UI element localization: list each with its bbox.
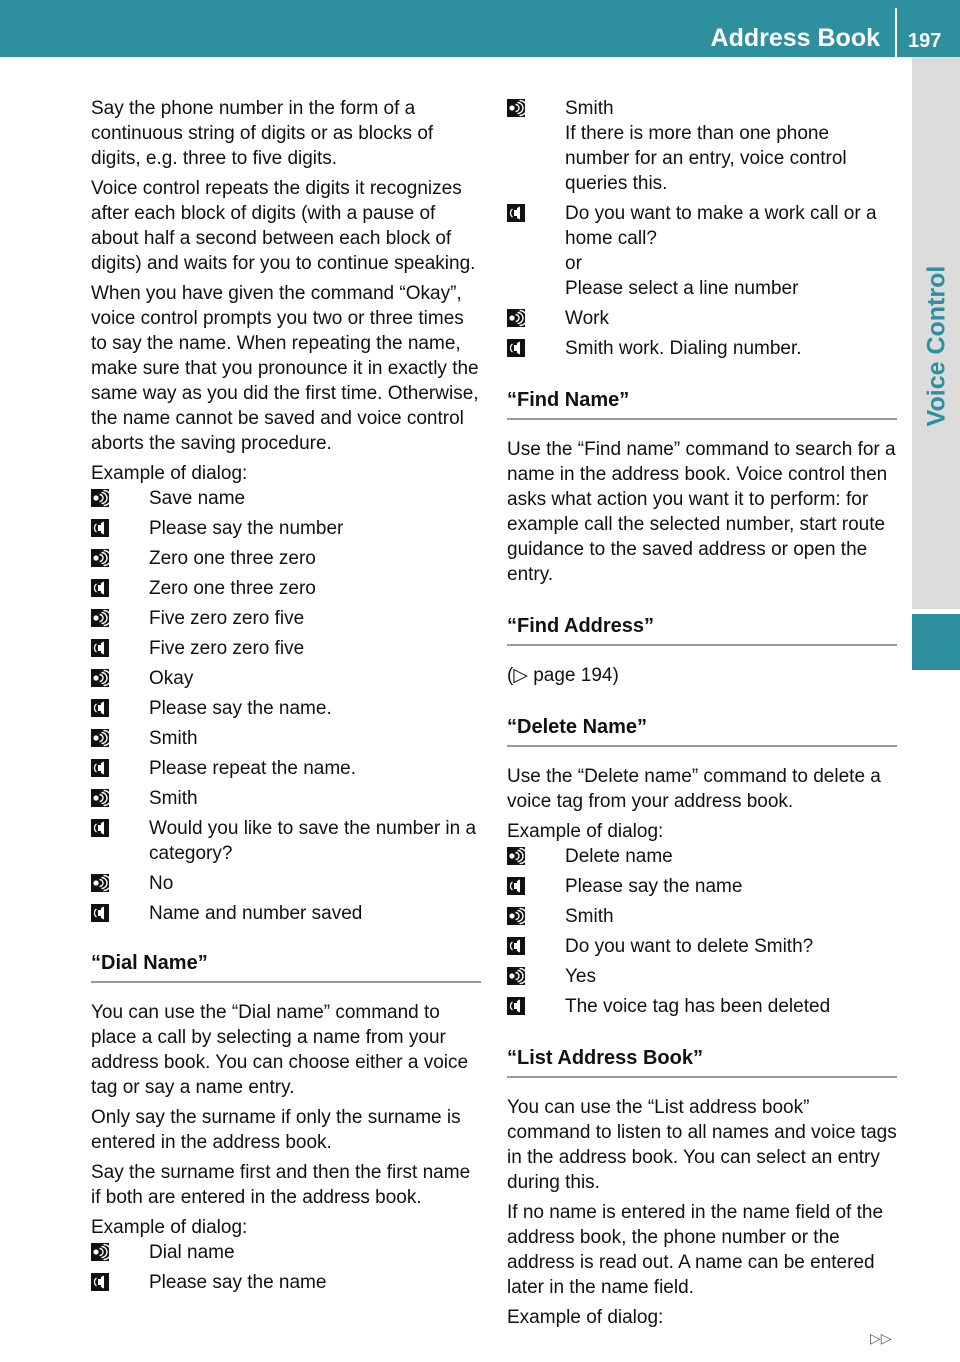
dialog-text: Yes [565,966,596,987]
dialog-line [507,964,897,989]
dialog-line [91,871,481,896]
find-address-page-ref: (▷ page 194) [507,665,619,686]
list-address-book-paragraph-3: Example of dialog: [507,1307,664,1328]
sidebar-section-label [912,57,960,609]
left-column [91,96,481,1300]
section-title-list-address-book: “List Address Book” [507,1045,897,1078]
speaking-head-icon [91,1240,149,1265]
sidebar-section-text: Voice Control [922,265,951,427]
dialog-text: Five zero zero five [149,638,305,659]
header-divider [895,8,897,57]
speaking-head-icon [91,726,149,751]
dialog-line [507,201,897,301]
dialog-line [91,786,481,811]
dialog-line [91,726,481,751]
dialog-line [507,336,897,361]
dialog-text: Delete name [565,846,673,867]
dialog-text: Smith [565,906,614,927]
speaking-head-icon [91,666,149,691]
speaking-head-icon [91,871,149,896]
speaker-icon [91,816,149,866]
dialog-text-line: If there is more than one phone number for an entry, voice control queries this. [565,123,847,194]
dialog-line [91,1270,481,1295]
speaker-icon [507,201,565,301]
dialog-dial-name-continued [507,96,897,361]
dialog-text [565,336,897,361]
header-title: Address Book [710,24,880,52]
dialog-line [507,994,897,1019]
dialog-text: Name and number saved [149,903,363,924]
speaker-icon [91,756,149,781]
speaking-head-icon [507,96,565,196]
dialog-text-line: Smith work. Dialing number. [565,338,802,359]
section-title-dial-name: “Dial Name” [91,950,481,983]
dialog-delete-name [507,844,897,1019]
speaking-head-icon [507,964,565,989]
dialog-text: Please say the name [149,1272,327,1293]
speaker-icon [91,696,149,721]
dialog-text: Smith [149,728,198,749]
speaker-icon [91,901,149,926]
dialog-line [507,934,897,959]
speaker-icon [91,1270,149,1295]
speaking-head-icon [91,606,149,631]
dialog-text [565,201,897,301]
dialog-line [91,696,481,721]
dialog-text: Please repeat the name. [149,758,357,779]
dialog-line [91,666,481,691]
dialog-text-line: Work [565,308,609,329]
intro-paragraph-4: Example of dialog: [91,463,248,484]
dialog-line [91,1240,481,1265]
dialog-text-line: or [565,253,582,274]
sidebar-tab-marker [912,614,960,670]
section-title-find-name: “Find Name” [507,387,897,420]
dialog-line [91,636,481,661]
dialog-text: The voice tag has been deleted [565,996,831,1017]
dialog-line [507,904,897,929]
list-address-book-paragraph-1: You can use the “List address book” command to listen to all names and voice tags in the address book. You can select an entry during this. [507,1097,897,1193]
dialog-text: No [149,873,174,894]
dialog-text: Please say the number [149,518,344,539]
speaking-head-icon [507,844,565,869]
speaker-icon [507,934,565,959]
dialog-save-name [91,486,481,926]
continue-marker: ▷▷ [870,1330,892,1346]
dialog-text: Save name [149,488,246,509]
dialog-text-line: Do you want to make a work call or a home call? [565,203,877,249]
dialog-dial-name [91,1240,481,1295]
delete-name-paragraph-2: Example of dialog: [507,821,664,842]
dialog-line [91,576,481,601]
dialog-text: Do you want to delete Smith? [565,936,814,957]
dialog-text: Okay [149,668,194,689]
speaking-head-icon [91,546,149,571]
speaker-icon [91,576,149,601]
find-name-paragraph: Use the “Find name” command to search for a name in the address book. Voice control then asks what action you want it to perform: for example call the selected number, start route guidance to the saved address or open the entry. [507,439,896,585]
dialog-text: Dial name [149,1242,235,1263]
dial-name-paragraph-2: Only say the surname if only the surname is entered in the address book. [91,1107,461,1153]
right-column [507,96,897,1335]
dialog-line [507,844,897,869]
dialog-line [507,306,897,331]
dial-name-paragraph-4: Example of dialog: [91,1217,248,1238]
dialog-line [507,96,897,196]
speaking-head-icon [507,904,565,929]
speaking-head-icon [91,486,149,511]
dialog-text: Five zero zero five [149,608,305,629]
dialog-line [507,874,897,899]
speaker-icon [91,516,149,541]
dialog-text: Zero one three zero [149,578,316,599]
dialog-text [565,306,897,331]
section-title-delete-name: “Delete Name” [507,714,897,747]
speaker-icon [507,874,565,899]
dialog-line [91,486,481,511]
intro-paragraph-2: Voice control repeats the digits it recognizes after each block of digits (with a pause of about half a second between each block of digits) and waits for you to continue speaking. [91,178,476,274]
list-address-book-paragraph-2: If no name is entered in the name field of the address book, the phone number or the address is read out. A name can be entered later in the name field. [507,1202,884,1298]
speaker-icon [91,636,149,661]
dial-name-paragraph-1: You can use the “Dial name” command to place a call by selecting a name from your address book. You can choose either a voice tag or say a name entry. [91,1002,469,1098]
dialog-line [91,816,481,866]
dialog-text-line: Smith [565,98,614,119]
section-title-find-address: “Find Address” [507,613,897,646]
intro-paragraph-1: Say the phone number in the form of a continuous string of digits or as blocks of digits, e.g. three to five digits. [91,98,434,169]
dialog-text [565,96,897,196]
dialog-text: Please say the name [565,876,743,897]
dialog-line [91,901,481,926]
dialog-text: Would you like to save the number in a category? [149,818,477,864]
dialog-line [91,756,481,781]
dialog-text-line: Please select a line number [565,278,799,299]
delete-name-paragraph-1: Use the “Delete name” command to delete a voice tag from your address book. [507,766,881,812]
dialog-line [91,606,481,631]
dialog-line [91,516,481,541]
speaker-icon [507,336,565,361]
speaking-head-icon [507,306,565,331]
dialog-text: Smith [149,788,198,809]
intro-paragraph-3: When you have given the command “Okay”, voice control prompts you two or three times to say the name. When repeating the name, make sure that you pronounce it in exactly the same way as you did the first time. Otherwise, the name cannot be saved and voice control aborts the saving procedure. [91,283,479,454]
dialog-line [91,546,481,571]
page-number: 197 [908,30,942,52]
dialog-text: Zero one three zero [149,548,316,569]
speaker-icon [507,994,565,1019]
speaking-head-icon [91,786,149,811]
dial-name-paragraph-3: Say the surname first and then the first name if both are entered in the address book. [91,1162,471,1208]
dialog-text: Please say the name. [149,698,332,719]
